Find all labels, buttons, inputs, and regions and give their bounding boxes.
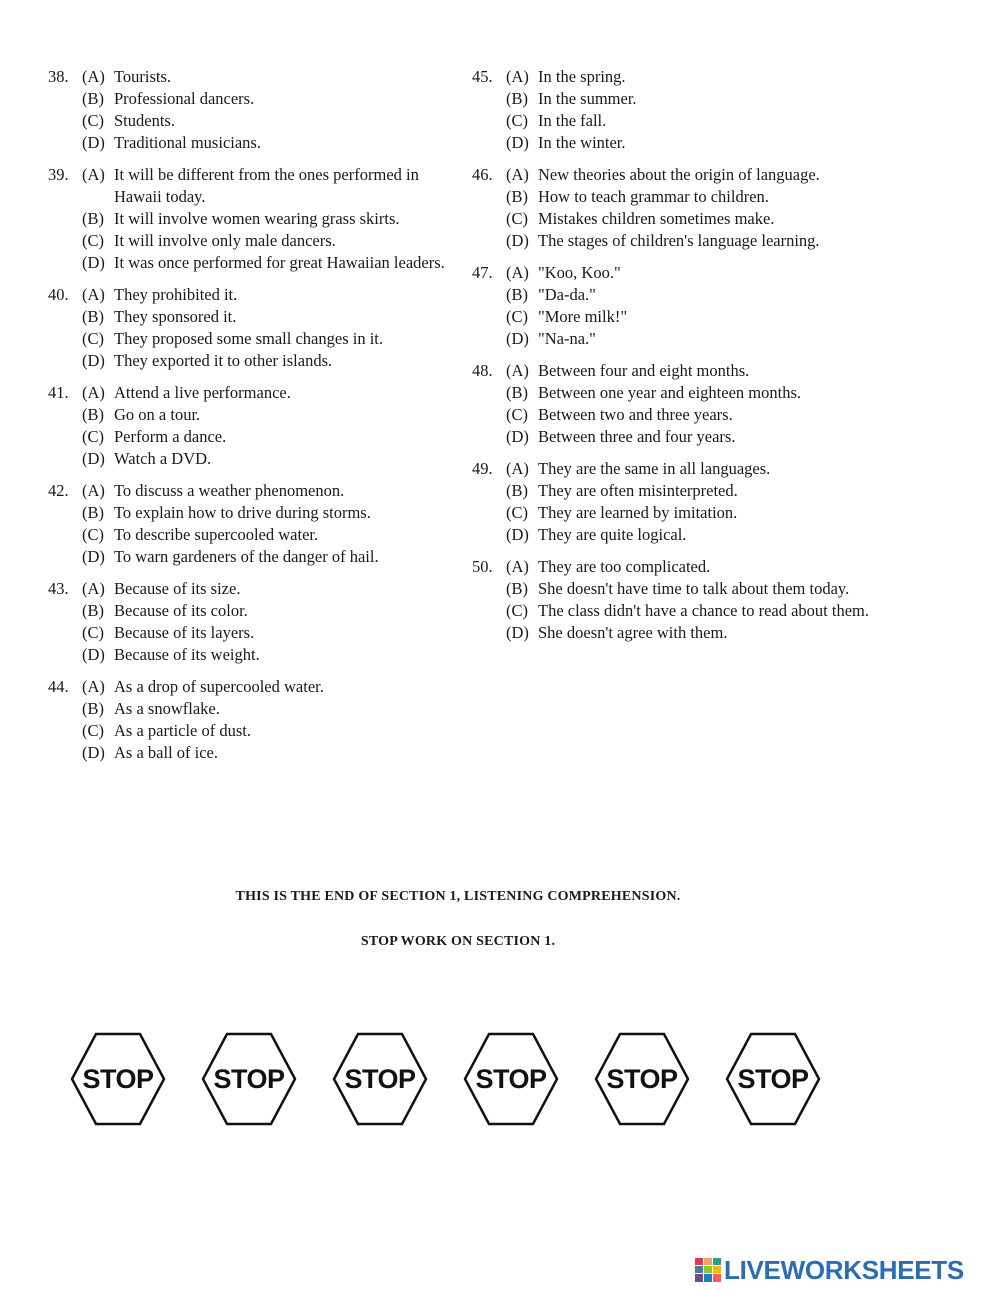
option-text: New theories about the origin of language. (538, 165, 820, 184)
answer-option[interactable] (82, 208, 458, 230)
answer-options (506, 556, 872, 644)
option-text: "Na-na." (538, 329, 596, 348)
answer-option[interactable] (506, 578, 872, 600)
answer-option[interactable] (82, 502, 458, 524)
answer-option[interactable] (506, 382, 872, 404)
option-text: Between two and three years. (538, 405, 733, 424)
option-letter: (A) (82, 677, 105, 696)
answer-option[interactable] (82, 306, 458, 328)
answer-option[interactable] (506, 360, 872, 382)
option-text: Between four and eight months. (538, 361, 750, 380)
option-text: She doesn't agree with them. (538, 623, 728, 642)
option-text: "More milk!" (538, 307, 628, 326)
stop-sign (70, 1031, 166, 1127)
question-item (48, 164, 458, 274)
question-item (48, 284, 458, 372)
option-letter: (C) (82, 623, 104, 642)
option-text: As a ball of ice. (114, 743, 219, 762)
option-text: Traditional musicians. (114, 133, 261, 152)
option-letter: (D) (506, 133, 529, 152)
option-text: In the winter. (538, 133, 626, 152)
end-of-section-notice: THIS IS THE END OF SECTION 1, LISTENING COMPREHENSION. (235, 889, 681, 904)
stop-sign-label: STOP (344, 1064, 416, 1094)
option-text: Attend a live performance. (114, 383, 291, 402)
option-letter: (D) (82, 743, 105, 762)
option-letter: (C) (82, 721, 104, 740)
stop-sign-label: STOP (606, 1064, 678, 1094)
question-number: 41. (48, 383, 69, 402)
answer-options (506, 66, 872, 154)
right-question-column (472, 66, 872, 654)
answer-option[interactable] (82, 252, 458, 274)
stop-sign (332, 1031, 428, 1127)
option-letter: (A) (506, 361, 529, 380)
stop-sign-label: STOP (737, 1064, 809, 1094)
stop-sign-label: STOP (475, 1064, 547, 1094)
answer-options (506, 164, 872, 252)
answer-option[interactable] (82, 546, 458, 568)
answer-option[interactable] (82, 742, 458, 764)
left-question-column (48, 66, 458, 774)
option-letter: (A) (506, 67, 529, 86)
option-letter: (A) (82, 579, 105, 598)
option-letter: (D) (506, 427, 529, 446)
option-text: Tourists. (114, 67, 172, 86)
question-number: 45. (472, 67, 493, 86)
option-text: The class didn't have a chance to read about them. (538, 601, 870, 620)
stop-sign-row (70, 1031, 850, 1127)
answer-options (82, 382, 458, 470)
liveworksheets-brand[interactable] (694, 1255, 964, 1285)
answer-option[interactable] (82, 622, 458, 644)
option-text: To describe supercooled water. (114, 525, 319, 544)
answer-option[interactable] (506, 600, 872, 622)
option-text: Because of its weight. (114, 645, 260, 664)
option-letter: (D) (82, 449, 105, 468)
option-letter: (C) (82, 525, 104, 544)
option-letter: (D) (82, 547, 105, 566)
option-text: As a snowflake. (114, 699, 220, 718)
answer-option[interactable] (506, 426, 872, 448)
option-letter: (D) (82, 351, 105, 370)
option-text: Mistakes children sometimes make. (538, 209, 775, 228)
option-text: They proposed some small changes in it. (114, 329, 383, 348)
option-letter: (B) (506, 579, 528, 598)
question-number: 50. (472, 557, 493, 576)
option-letter: (B) (506, 89, 528, 108)
option-letter: (C) (506, 503, 528, 522)
answer-option[interactable] (82, 350, 458, 372)
question-number: 39. (48, 165, 69, 184)
option-text: In the fall. (538, 111, 607, 130)
answer-option[interactable] (506, 230, 872, 252)
option-letter: (A) (506, 557, 529, 576)
option-letter: (A) (506, 165, 529, 184)
option-letter: (C) (82, 427, 104, 446)
option-text: The stages of children's language learning. (538, 231, 820, 250)
option-text: Go on a tour. (114, 405, 201, 424)
option-text: Because of its size. (114, 579, 241, 598)
question-item (48, 578, 458, 666)
option-letter: (A) (82, 67, 105, 86)
answer-options (82, 480, 458, 568)
answer-option[interactable] (506, 306, 872, 328)
question-item (48, 676, 458, 764)
answer-option[interactable] (506, 110, 872, 132)
option-text: It will involve only male dancers. (114, 231, 336, 250)
answer-options (82, 676, 458, 764)
option-text: They are too complicated. (538, 557, 711, 576)
answer-option[interactable] (82, 426, 458, 448)
option-letter: (B) (82, 699, 104, 718)
stop-sign (463, 1031, 559, 1127)
option-text: They sponsored it. (114, 307, 237, 326)
question-item (472, 262, 872, 350)
answer-option[interactable] (506, 328, 872, 350)
option-letter: (C) (506, 111, 528, 130)
option-letter: (C) (82, 231, 104, 250)
answer-options (82, 66, 458, 154)
option-letter: (A) (82, 285, 105, 304)
answer-option[interactable] (506, 404, 872, 426)
option-text: Professional dancers. (114, 89, 255, 108)
answer-option[interactable] (506, 502, 872, 524)
question-item (48, 480, 458, 568)
answer-option[interactable] (82, 600, 458, 622)
option-letter: (D) (82, 645, 105, 664)
answer-options (506, 458, 872, 546)
answer-option[interactable] (82, 578, 458, 600)
option-text: They are learned by imitation. (538, 503, 738, 522)
answer-option[interactable] (506, 186, 872, 208)
option-letter: (C) (506, 601, 528, 620)
option-text: They are often misinterpreted. (538, 481, 738, 500)
answer-options (506, 360, 872, 448)
answer-option[interactable] (506, 622, 872, 644)
answer-option[interactable] (82, 448, 458, 470)
answer-option[interactable] (506, 556, 872, 578)
option-letter: (B) (506, 481, 528, 500)
option-text: As a drop of supercooled water. (114, 677, 324, 696)
option-text: She doesn't have time to talk about them today. (538, 579, 850, 598)
question-item (472, 66, 872, 154)
answer-option[interactable] (506, 208, 872, 230)
answer-option[interactable] (506, 262, 872, 284)
answer-option[interactable] (82, 720, 458, 742)
question-number: 44. (48, 677, 69, 696)
answer-options (82, 578, 458, 666)
option-text: Watch a DVD. (114, 449, 212, 468)
answer-option[interactable] (82, 328, 458, 350)
answer-option[interactable] (82, 524, 458, 546)
option-letter: (D) (82, 253, 105, 272)
question-number: 49. (472, 459, 493, 478)
option-text: To warn gardeners of the danger of hail. (114, 547, 379, 566)
question-item (472, 556, 872, 644)
answer-option[interactable] (82, 698, 458, 720)
question-number: 42. (48, 481, 69, 500)
option-letter: (C) (506, 209, 528, 228)
question-number: 47. (472, 263, 493, 282)
answer-option[interactable] (82, 164, 458, 208)
option-text: To discuss a weather phenomenon. (114, 481, 345, 500)
option-text: Because of its color. (114, 601, 248, 620)
option-letter: (B) (506, 285, 528, 304)
stop-sign (594, 1031, 690, 1127)
option-letter: (B) (82, 307, 104, 326)
answer-option[interactable] (82, 284, 458, 306)
option-letter: (D) (506, 525, 529, 544)
option-text: Perform a dance. (114, 427, 227, 446)
question-number: 43. (48, 579, 69, 598)
option-letter: (D) (506, 329, 529, 348)
option-letter: (A) (506, 263, 529, 282)
answer-option[interactable] (82, 66, 458, 88)
answer-option[interactable] (506, 458, 872, 480)
answer-option[interactable] (82, 382, 458, 404)
answer-option[interactable] (506, 524, 872, 546)
answer-option[interactable] (506, 480, 872, 502)
option-text: They are the same in all languages. (538, 459, 771, 478)
question-number: 40. (48, 285, 69, 304)
answer-option[interactable] (82, 88, 458, 110)
option-text: Because of its layers. (114, 623, 255, 642)
option-text: To explain how to drive during storms. (114, 503, 371, 522)
option-text: In the summer. (538, 89, 637, 108)
option-letter: (B) (506, 187, 528, 206)
option-text: Between one year and eighteen months. (538, 383, 801, 402)
option-letter: (C) (82, 111, 104, 130)
option-text: "Koo, Koo." (538, 263, 621, 282)
question-item (472, 164, 872, 252)
option-text: How to teach grammar to children. (538, 187, 769, 206)
option-letter: (B) (82, 503, 104, 522)
option-letter: (C) (82, 329, 104, 348)
answer-option[interactable] (506, 164, 872, 186)
option-letter: (D) (82, 133, 105, 152)
answer-options (82, 284, 458, 372)
option-text: They are quite logical. (538, 525, 687, 544)
option-text: They exported it to other islands. (114, 351, 333, 370)
question-item (48, 66, 458, 154)
answer-option[interactable] (82, 480, 458, 502)
option-letter: (B) (82, 89, 104, 108)
answer-options (506, 262, 872, 350)
liveworksheets-logo-icon (694, 1257, 722, 1283)
option-letter: (A) (506, 459, 529, 478)
question-number: 38. (48, 67, 69, 86)
question-item (48, 382, 458, 470)
answer-options (82, 164, 458, 274)
question-number: 48. (472, 361, 493, 380)
stop-work-notice: STOP WORK ON SECTION 1. (360, 934, 556, 949)
option-text: They prohibited it. (114, 285, 238, 304)
stop-sign (201, 1031, 297, 1127)
option-letter: (B) (82, 601, 104, 620)
answer-option[interactable] (82, 644, 458, 666)
question-item (472, 360, 872, 448)
answer-option[interactable] (82, 404, 458, 426)
answer-option[interactable] (506, 88, 872, 110)
answer-option[interactable] (82, 230, 458, 252)
brand-name: LIVEWORKSHEETS (724, 1254, 964, 1285)
answer-option[interactable] (506, 132, 872, 154)
option-text: It will be different from the ones performed in Hawaii today. (114, 165, 419, 206)
option-text: Between three and four years. (538, 427, 736, 446)
option-text: "Da-da." (538, 285, 596, 304)
question-item (472, 458, 872, 546)
option-text: It was once performed for great Hawaiian leaders. (114, 253, 445, 272)
option-text: In the spring. (538, 67, 626, 86)
stop-sign-label: STOP (82, 1064, 154, 1094)
option-letter: (B) (82, 209, 104, 228)
option-letter: (B) (506, 383, 528, 402)
option-text: It will involve women wearing grass skirts. (114, 209, 400, 228)
answer-option[interactable] (82, 110, 458, 132)
option-letter: (A) (82, 481, 105, 500)
answer-option[interactable] (506, 284, 872, 306)
stop-sign-label: STOP (213, 1064, 285, 1094)
option-letter: (A) (82, 383, 105, 402)
question-number: 46. (472, 165, 493, 184)
option-text: Students. (114, 111, 175, 130)
option-letter: (D) (506, 623, 529, 642)
option-letter: (D) (506, 231, 529, 250)
option-letter: (C) (506, 405, 528, 424)
option-letter: (B) (82, 405, 104, 424)
option-letter: (C) (506, 307, 528, 326)
answer-option[interactable] (82, 132, 458, 154)
answer-option[interactable] (506, 66, 872, 88)
option-letter: (A) (82, 165, 105, 184)
answer-option[interactable] (82, 676, 458, 698)
stop-sign (725, 1031, 821, 1127)
option-text: As a particle of dust. (114, 721, 252, 740)
